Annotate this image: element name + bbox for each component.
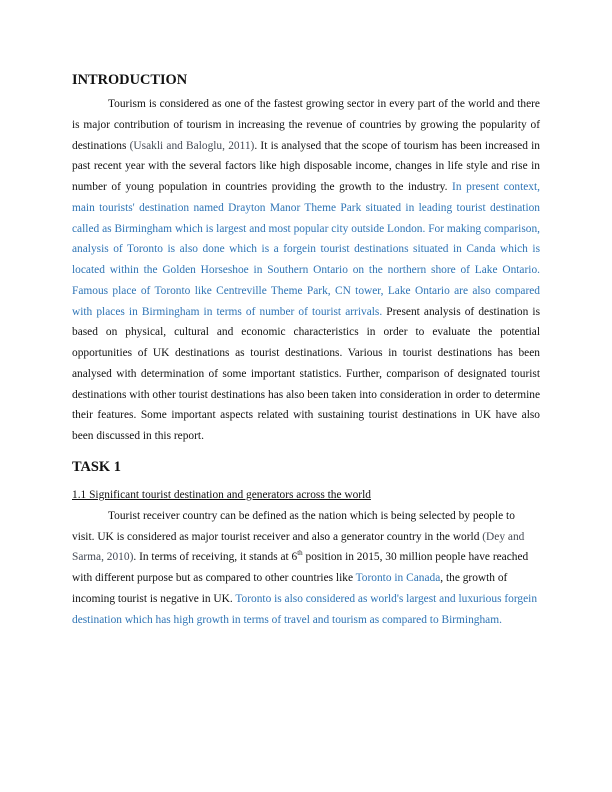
task1-text-4: , the growth of incoming tourist is negative in UK.: [72, 572, 508, 605]
task1-superscript: th: [297, 549, 303, 558]
introduction-heading: INTRODUCTION: [72, 72, 188, 88]
task1-subheading: 1.1 Significant tourist destination and generators across the world: [72, 488, 371, 501]
intro-citation: (Usakli and Baloglu, 2011): [129, 139, 255, 152]
task1-highlighted-text: Toronto is also considered as world's largest and luxurious forgein destination which has high growth in terms of travel and tourism as compared to Birmingham.: [72, 592, 538, 626]
task1-text-1: Tourist receiver country can be defined as the nation which is being selected by people to visit. UK is considered as major tourist receiver and also a generator country in the world: [72, 509, 515, 543]
task1-heading: TASK 1: [72, 458, 121, 475]
intro-highlighted-text: In present context, main tourists' destination named Drayton Manor Theme Park situated in leading tourist destination called as Birmingham which is largest and most popular city outside London. For making comparison, analysis of Toronto is also done which is a forgein tourist destinations situated in Canda which is located within the Golden Horseshoe in Southern Ontario on the northern shore of Lake Ontario. Famous place of Toronto like Centreville Theme Park, CN tower, Lake Ontario are also compared with places in Birmingham in terms of number of tourist arrivals.: [72, 181, 541, 318]
task1-text-3: position in 2015, 30 million people have reached with different purpose but as compared to other countries like: [72, 551, 529, 584]
intro-text-3: Present analysis of destination is based on physical, cultural and economic characteristics in order to evaluate the potential opportunities of UK destinations as tourist destinations. Various in tourist destinations has been analysed with determination of some important statistics. Further, comparison of designated tourist destinations with other tourist destinations has also been taken into consideration in order to determine their features. Some important aspects related with sustaining tourist destinations in UK have also been discussed in this report.: [72, 305, 540, 442]
introduction-paragraph: [72, 94, 540, 447]
task1-paragraph: [72, 506, 540, 631]
intro-text-1: Tourism is considered as one of the fastest growing sector in every part of the world and there is major contribution of tourism in increasing the revenue of countries by growing the popularity of destinations: [72, 98, 540, 152]
task1-citation: (Dey and Sarma, 2010): [72, 530, 525, 564]
task1-highlight-toronto: Toronto in Canada: [355, 572, 441, 584]
intro-text-2: . It is analysed that the scope of tourism has been increased in past recent year with the several factors like high disposable income, changes in life style and rise in number of young population in countries providing the growth to the industry.: [72, 139, 540, 193]
page-content: [72, 70, 540, 630]
task1-text-2: . In terms of receiving, it stands at 6: [133, 551, 298, 564]
